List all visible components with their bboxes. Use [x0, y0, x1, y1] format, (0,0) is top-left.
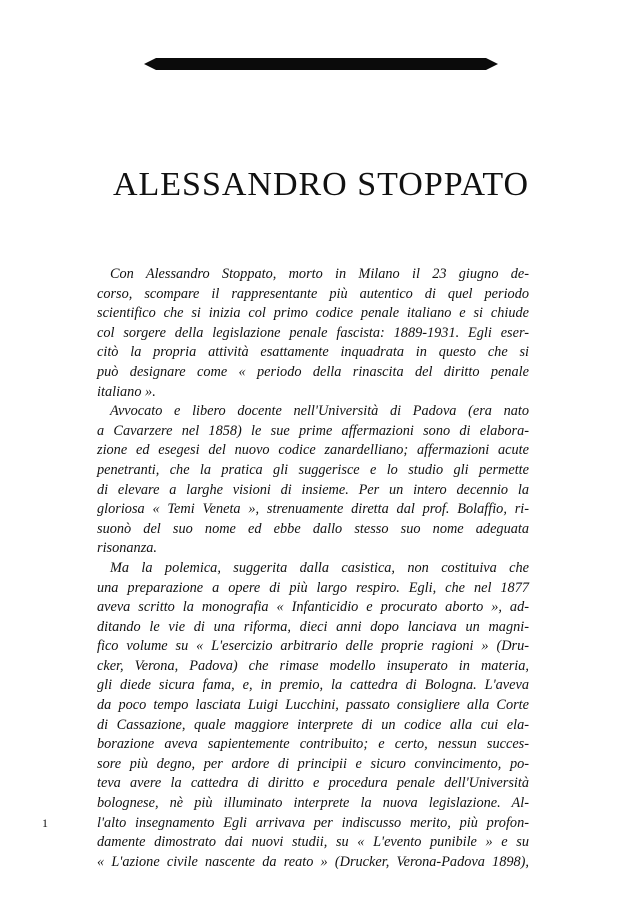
article-body [97, 265, 529, 872]
text-line: di elevare a larghe visioni di insieme. Per un intero decennio la [97, 481, 529, 498]
text-line: scientifico che si inizia col primo codice penale italiano e si chiude [97, 305, 529, 322]
text-line: teva avere la cattedra di diritto e procedura penale dell'Università [97, 775, 529, 792]
text-line: penetranti, che la pratica gli suggerisce e lo studio gli permette [97, 461, 529, 478]
text-line: Avvocato e libero docente nell'Università di Padova (era nato [110, 403, 529, 420]
text-line: da poco tempo lasciata Luigi Lucchini, passato consigliere alla Corte [97, 697, 529, 714]
text-line: col sorgere della legislazione penale fascista: 1889-1931. Egli eser- [97, 324, 529, 341]
text-line: fico volume su « L'esercizio arbitrario delle proprie ragioni » (Dru- [97, 638, 529, 655]
text-line: di Cassazione, quale maggiore interprete di un codice alla cui ela- [97, 716, 529, 733]
text-line: l'alto insegnamento Egli arrivava per indiscusso merito, più profon- [97, 814, 529, 831]
text-line: borazione aveva sapientemente contribuito; e certo, nessun succes- [97, 736, 529, 753]
text-line: una preparazione a opere di più largo respiro. Egli, che nel 1877 [97, 579, 529, 596]
text-line: citò la propria attività esattamente inquadrata in questo che si [97, 344, 529, 361]
page-title: ALESSANDRO STOPPATO [112, 166, 530, 203]
decorative-top-rule [144, 58, 498, 70]
text-line: bolognese, nè più illuminato interprete la nuova legislazione. Al- [97, 795, 529, 812]
text-line: corso, scompare il rappresentante più autentico di quel periodo [97, 285, 529, 302]
text-line: aveva scritto la monografia « Infanticidio e procurato aborto », ad- [97, 599, 529, 616]
text-line: a Cavarzere nel 1858) le sue prime affermazioni sono di elabora- [97, 422, 529, 439]
text-line: sore più degno, per ardore di principii e sicuro convincimento, po- [97, 755, 529, 772]
text-line: italiano ». [97, 383, 156, 400]
text-line: cker, Verona, Padova) che rimase modello insuperato in materia, [97, 657, 529, 674]
text-line: Ma la polemica, suggerita dalla casistica, non costituiva che [110, 559, 529, 576]
page-number: 1 [42, 816, 48, 830]
text-line: risonanza. [97, 540, 157, 557]
text-line: « L'azione civile nascente da reato » (Drucker, Verona-Padova 1898), [97, 853, 529, 870]
text-line: damente dimostrato dai nuovi studii, su « L'evento punibile » e su [97, 834, 529, 851]
text-line: suonò del suo nome ed ebbe dallo stesso suo nome adeguata [97, 520, 529, 537]
text-line: può designare come « periodo della rinascita del diritto penale [97, 363, 529, 380]
text-line: gli diede sicura fama, e, in premio, la cattedra di Bologna. L'aveva [97, 677, 529, 694]
text-line: Con Alessandro Stoppato, morto in Milano il 23 giugno de- [110, 266, 529, 282]
text-line: zione ed esegesi del nuovo codice zanardelliano; affermazioni acute [97, 442, 529, 459]
text-line: gloriosa « Temi Veneta », strenuamente diretta dal prof. Bolaffio, ri- [97, 501, 529, 518]
text-line: ditando le vie di una riforma, dieci anni dopo lanciava un magni- [97, 618, 529, 635]
